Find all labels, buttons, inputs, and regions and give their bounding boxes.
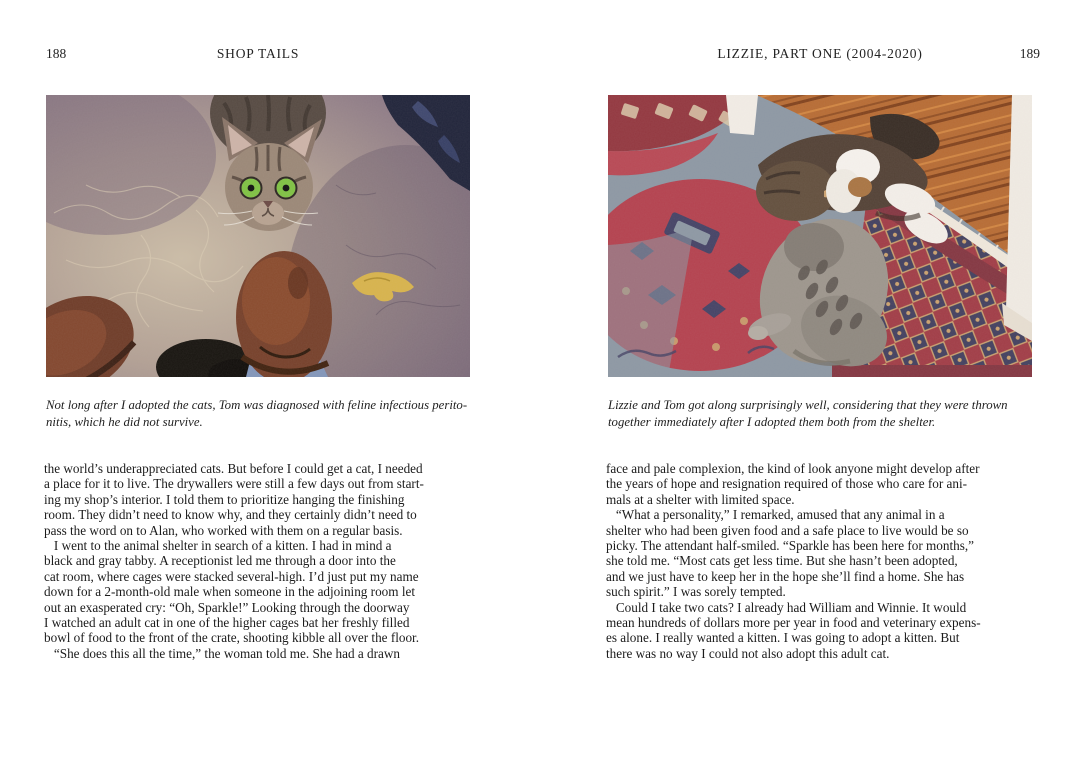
- text-line: there was no way I could not also adopt this adult cat.: [606, 645, 890, 661]
- body-text-right: [606, 461, 1054, 661]
- text-line: “She does this all the time,” the woman told me. She had a drawn: [44, 645, 400, 661]
- text-line: mals at a shelter with limited space.: [606, 491, 795, 507]
- right-photo-image: [608, 95, 1032, 377]
- text-line: picky. The attendant half-smiled. “Sparkle has been here for months,”: [606, 538, 975, 554]
- text-line: a place for it to live. The drywallers were still a few days out from start-: [44, 476, 424, 492]
- text-line: down for a 2-month-old male when someone in the adjoining room let: [44, 584, 416, 600]
- text-line: black and gray tabby. A receptionist led me through a door into the: [44, 553, 396, 569]
- text-line: together immediately after I adopted them both from the shelter.: [608, 415, 936, 429]
- caption-right: [608, 397, 1048, 431]
- text-line: mean hundreds of dollars more per year in food and veterinary expens-: [606, 615, 981, 631]
- text-line: ing my shop’s interior. I told them to prioritize hanging the finishing: [44, 491, 405, 507]
- text-line: she told me. “Most cats get less time. But she hasn’t been adopted,: [606, 553, 958, 569]
- text-line: shelter who had been given food and a safe place to live would be so: [606, 522, 969, 538]
- text-line: the years of hope and resignation required of those who care for ani-: [606, 476, 968, 492]
- text-line: “What a personality,” I remarked, amused that any animal in a: [606, 507, 945, 523]
- photo-kitten-and-boots: [46, 95, 470, 377]
- left-photo-image: [46, 95, 470, 377]
- text-line: the world’s underappreciated cats. But before I could get a cat, I needed: [44, 461, 423, 476]
- text-line: such spirit.” I was sorely tempted.: [606, 584, 786, 600]
- photo-cats-on-rug: [608, 95, 1032, 377]
- page-number-left: 188: [46, 46, 67, 61]
- text-line: nitis, which he did not survive.: [46, 415, 203, 429]
- caption-left: [46, 397, 486, 431]
- text-line: face and pale complexion, the kind of look anyone might develop after: [606, 461, 980, 476]
- running-head-right: LIZZIE, PART ONE (2004-2020): [717, 46, 923, 61]
- text-line: cat room, where cages were stacked several-high. I’d just put my name: [44, 568, 419, 584]
- text-line: Not long after I adopted the cats, Tom was diagnosed with feline infectious perito-: [46, 398, 468, 412]
- text-line: room. They didn’t need to know why, and they certainly didn’t need to: [44, 507, 417, 523]
- text-line: Could I take two cats? I already had William and Winnie. It would: [606, 599, 967, 615]
- text-line: es alone. I really wanted a kitten. I was going to adopt a kitten. But: [606, 630, 960, 646]
- text-line: out an exasperated cry: “Oh, Sparkle!” Looking through the doorway: [44, 599, 410, 615]
- text-line: I went to the animal shelter in search of a kitten. I had in mind a: [44, 538, 392, 554]
- text-line: and we just have to keep her in the hope she’ll find a home. She has: [606, 568, 965, 584]
- text-line: pass the word on to Alan, who worked with them on a regular basis.: [44, 522, 403, 538]
- text-line: bowl of food to the front of the crate, shooting kibble all over the floor.: [44, 630, 420, 646]
- page-number-right: 189: [1019, 46, 1040, 61]
- running-head-left: SHOP TAILS: [216, 46, 300, 61]
- body-text-left: [44, 461, 492, 661]
- text-line: I watched an adult cat in one of the higher cages bat her freshly filled: [44, 615, 410, 631]
- text-line: Lizzie and Tom got along surprisingly well, considering that they were thrown: [608, 398, 1008, 412]
